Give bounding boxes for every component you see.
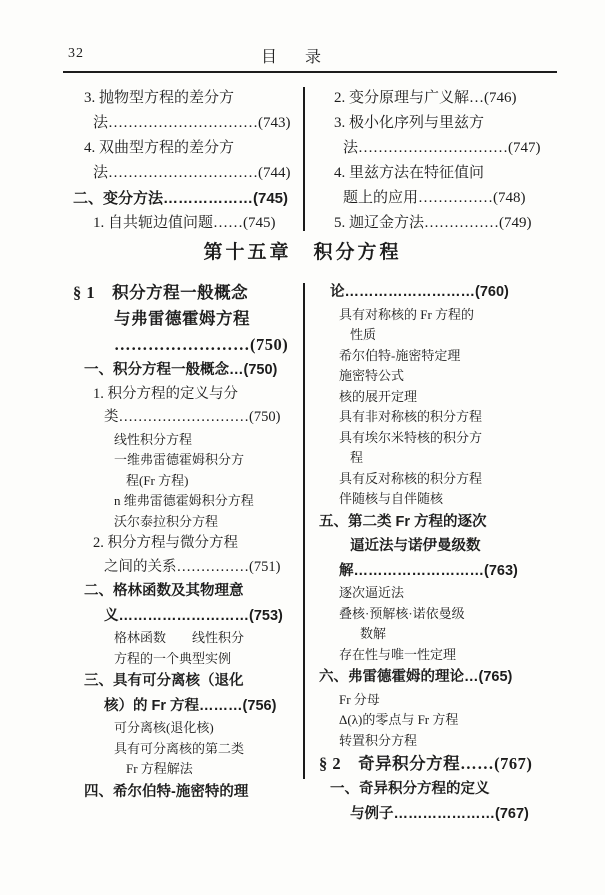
toc-line: 六、弗雷德霍姆的理论…(765) (319, 669, 513, 685)
toc-line: 施密特公式 (339, 368, 405, 383)
header-title: 目 录 (260, 49, 327, 66)
toc-line: 一、积分方程一般概念…(750) (84, 362, 278, 378)
toc-line: 核）的 Fr 方程………(756) (104, 697, 277, 714)
toc-line: 沃尔泰拉积分方程 (114, 513, 219, 529)
toc-main-left-column (66, 280, 302, 804)
toc-line: 具有对称核的 Fr 方程的 (339, 306, 475, 322)
toc-line: § 1 积分方程一般概念 (73, 283, 249, 302)
toc-top-left-column (66, 86, 300, 236)
column-divider-main (303, 283, 305, 779)
toc-line: 与例子…………………(767) (350, 805, 529, 822)
toc-line: 性质 (350, 327, 377, 342)
toc-line: 二、格林函数及其物理意 (84, 583, 244, 599)
toc-line: Fr 分母 (339, 691, 380, 707)
toc-line: 希尔伯特-施密特定理 (339, 347, 461, 363)
toc-line: 一维弗雷德霍姆积分方 (114, 452, 245, 467)
toc-line: 二、变分方法………………(745) (73, 190, 289, 207)
toc-line: 逼近法与诺伊曼级数 (350, 538, 481, 554)
toc-line: 3. 抛物型方程的差分方 (84, 90, 235, 106)
toc-line: 法…………………………(744) (93, 165, 291, 181)
page-header (64, 44, 556, 68)
toc-line: 一、奇异积分方程的定义 (330, 781, 490, 797)
toc-line: 三、具有可分离核（退化 (84, 673, 244, 689)
toc-line: 之间的关系……………(751) (104, 558, 281, 575)
toc-line: 具有可分离核的第二类 (114, 740, 245, 756)
toc-line: 五、第二类 Fr 方程的逐次 (319, 513, 487, 530)
toc-line: 具有非对称核的积分方程 (339, 409, 483, 424)
toc-line: 4. 双曲型方程的差分方 (84, 140, 235, 156)
toc-line: 可分离核(退化核) (114, 720, 214, 735)
toc-line: § 2 奇异积分方程……(767) (319, 754, 533, 773)
toc-line: 转置积分方程 (339, 732, 418, 748)
toc-line: 3. 极小化序列与里兹方 (334, 115, 485, 131)
toc-line: 2. 变分原理与广义解…(746) (334, 90, 517, 106)
toc-line: 2. 积分方程与微分方程 (93, 535, 238, 551)
toc-line: 5. 迦辽金方法……………(749) (334, 215, 532, 231)
header-rule (63, 71, 557, 73)
toc-top-right-column (316, 86, 562, 236)
toc-line: 方程的一个典型实例 (114, 650, 232, 666)
toc-line: 具有埃尔米特核的积分方 (339, 429, 483, 445)
toc-line: ……………………(750) (114, 335, 289, 354)
chapter-title: 第十五章 积分方程 (203, 242, 402, 263)
toc-line: 题上的应用……………(748) (343, 190, 526, 206)
toc-line: 程(Fr 方程) (126, 472, 189, 488)
toc-line: 论………………………(760) (330, 284, 509, 300)
toc-line: 解………………………(763) (339, 562, 518, 579)
toc-line: 类………………………(750) (104, 409, 281, 425)
toc-line: 法…………………………(747) (343, 140, 541, 156)
page-number: 32 (68, 46, 84, 61)
toc-line: 数解 (360, 626, 387, 641)
toc-line: 存在性与唯一性定理 (339, 646, 457, 662)
toc-line: 程 (350, 450, 364, 465)
toc-line: 伴随核与自伴随核 (339, 491, 444, 506)
toc-line: 4. 里兹方法在特征值问 (334, 165, 485, 181)
toc-line: 线性积分方程 (114, 431, 193, 447)
toc-line: 1. 积分方程的定义与分 (93, 385, 238, 402)
toc-line: 法…………………………(743) (93, 115, 291, 131)
toc-line: 叠核·预解核·诺依曼级 (339, 605, 465, 621)
toc-line: 具有反对称核的积分方程 (339, 470, 483, 486)
toc-line: 逐次逼近法 (339, 585, 405, 600)
toc-line: Fr 方程解法 (126, 761, 193, 776)
toc-line: Δ(λ)的零点与 Fr 方程 (339, 712, 459, 727)
toc-line: 与弗雷德霍姆方程 (114, 309, 250, 328)
toc-line: 义………………………(753) (104, 607, 283, 624)
toc-line: 格林函数 线性积分 (114, 630, 245, 645)
toc-line: 1. 自共轭边值问题……(745) (93, 215, 276, 231)
column-divider-top (303, 87, 305, 231)
toc-line: 核的展开定理 (339, 388, 418, 404)
toc-line: n 维弗雷德霍姆积分方程 (114, 493, 254, 508)
toc-main-right-column (312, 280, 566, 826)
toc-line: 四、希尔伯特-施密特的理 (84, 783, 249, 800)
